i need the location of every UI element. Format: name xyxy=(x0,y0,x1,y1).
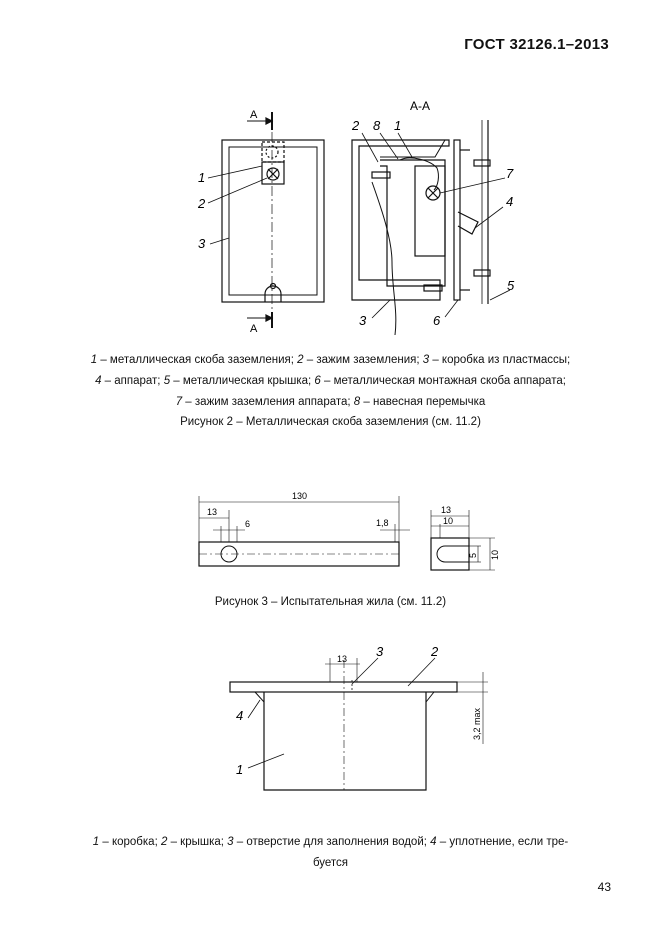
dim-3-2-max: 3,2 max xyxy=(472,707,482,740)
callout-right-2: 2 xyxy=(352,118,360,133)
dim-6: 6 xyxy=(245,519,251,529)
box-inner xyxy=(229,147,317,295)
figure-4-legend: 1 – коробка; 2 – крышка; 3 – отверстие для заполнения водой; 4 – уплотнение, если тре- буется xyxy=(92,836,569,869)
dim-end-10w: 10 xyxy=(443,516,454,526)
figure-2-drawing xyxy=(0,0,661,350)
callout-right-6: 6 xyxy=(433,313,441,328)
callout-3: 3 xyxy=(376,644,384,659)
standard-header: ГОСТ 32126.1–2013 xyxy=(464,36,609,53)
dim-end-10h: 10 xyxy=(490,549,500,560)
callout-left-1: 1 xyxy=(198,170,206,185)
cut-letter-bottom: А xyxy=(250,323,258,335)
callout-right-7: 7 xyxy=(506,166,514,181)
callout-left-3: 3 xyxy=(198,236,206,251)
callout-right-3: 3 xyxy=(359,313,367,328)
callout-2: 2 xyxy=(431,644,439,659)
callout-left-2: 2 xyxy=(198,196,206,211)
cut-letter-top: А xyxy=(250,109,258,121)
callout-right-4: 4 xyxy=(506,194,514,209)
callout-right-5: 5 xyxy=(507,278,515,293)
figure-2-title: Рисунок 2 – Металлическая скоба заземления (см. 11.2) xyxy=(180,416,481,428)
figure-2-legend: 1 – металлическая скоба заземления; 2 – зажим заземления; 3 – коробка из пластмассы; 4 – аппарат; 5 – металлическая крышка; 6 – металлическая монтажная скоба аппарата; 7 – зажим заземления аппарата; 8 – навесная перемычка xyxy=(90,354,571,408)
figure-3-drawing xyxy=(0,480,661,590)
dim-13: 13 xyxy=(207,507,218,517)
callout-right-1: 1 xyxy=(394,118,402,133)
callout-1: 1 xyxy=(236,762,244,777)
figure-3-title: Рисунок 3 – Испытательная жила (см. 11.2) xyxy=(214,596,447,608)
dim-130: 130 xyxy=(292,491,308,501)
figure-4-drawing xyxy=(0,640,661,800)
callout-4: 4 xyxy=(236,708,244,723)
section-label: А-А xyxy=(410,99,431,113)
dim-13: 13 xyxy=(337,654,348,664)
dim-1-8: 1,8 xyxy=(376,518,389,528)
dim-end-5: 5 xyxy=(468,552,478,558)
box-outer xyxy=(222,140,324,302)
dim-end-13: 13 xyxy=(441,505,452,515)
page-number: 43 xyxy=(597,880,611,894)
callout-right-8: 8 xyxy=(373,118,381,133)
